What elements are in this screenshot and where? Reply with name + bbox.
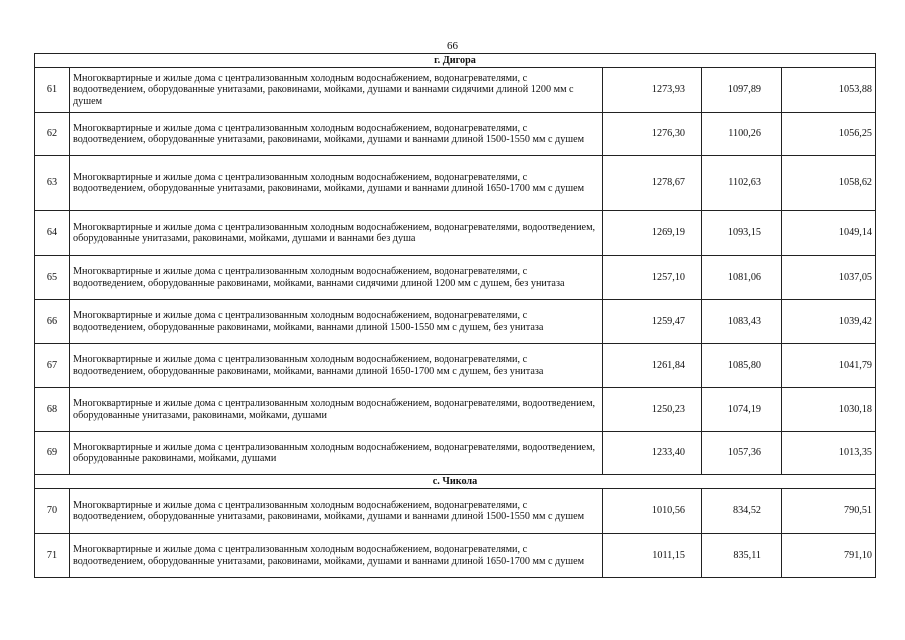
tariff-value-3: 791,10: [782, 534, 876, 578]
tariff-value-2: 1102,63: [702, 156, 782, 211]
tariff-value-2: 1057,36: [702, 432, 782, 475]
tariff-value-3: 1058,62: [782, 156, 876, 211]
row-description: Многоквартирные и жилые дома с централизованным холодным водоснабжением, водонагревателями, с водоотведением, оборудованные раковинами, мойками, ваннами длиной 1500-1550 мм с душем, без унитаза: [70, 300, 603, 344]
row-number: 69: [35, 432, 70, 475]
tariff-value-2: 1074,19: [702, 388, 782, 432]
section-header-row: [35, 475, 876, 489]
tariff-value-1: 1250,23: [603, 388, 702, 432]
tariff-value-1: 1010,56: [603, 489, 702, 534]
tariff-value-3: 1030,18: [782, 388, 876, 432]
tariff-value-3: 1037,05: [782, 256, 876, 300]
table-row: [35, 211, 876, 256]
tariff-value-2: 1100,26: [702, 113, 782, 156]
tariff-value-3: 1056,25: [782, 113, 876, 156]
row-description: Многоквартирные и жилые дома с централизованным холодным водоснабжением, водонагревателями, водоотведением, оборудованные унитазами, раковинами, мойками, душами: [70, 388, 603, 432]
tariff-value-2: 1083,43: [702, 300, 782, 344]
row-number: 66: [35, 300, 70, 344]
row-description: Многоквартирные и жилые дома с централизованным холодным водоснабжением, водонагревателями, водоотведением, оборудованные раковинами, мойками, душами: [70, 432, 603, 475]
tariff-table-body: [35, 54, 876, 578]
tariff-value-3: 1013,35: [782, 432, 876, 475]
row-number: 71: [35, 534, 70, 578]
tariff-value-1: 1278,67: [603, 156, 702, 211]
tariff-value-1: 1273,93: [603, 68, 702, 113]
row-number: 65: [35, 256, 70, 300]
row-description: Многоквартирные и жилые дома с централизованным холодным водоснабжением, водонагревателями, с водоотведением, оборудованные унитазами, раковинами, мойками, душами и ваннами длиной 1500-1550 мм с душем: [70, 113, 603, 156]
tariff-value-2: 1093,15: [702, 211, 782, 256]
table-row: [35, 432, 876, 475]
table-row: [35, 113, 876, 156]
tariff-value-2: 1085,80: [702, 344, 782, 388]
tariff-value-2: 834,52: [702, 489, 782, 534]
row-number: 67: [35, 344, 70, 388]
row-number: 70: [35, 489, 70, 534]
table-row: [35, 68, 876, 113]
tariff-value-2: 835,11: [702, 534, 782, 578]
tariff-value-3: 1049,14: [782, 211, 876, 256]
row-description: Многоквартирные и жилые дома с централизованным холодным водоснабжением, водонагревателями, водоотведением, оборудованные унитазами, раковинами, мойками, душами и ваннами без душа: [70, 211, 603, 256]
row-description: Многоквартирные и жилые дома с централизованным холодным водоснабжением, водонагревателями, с водоотведением, оборудованные раковинами, мойками, ваннами сидячими длиной 1200 мм с душем, без унитаза: [70, 256, 603, 300]
row-number: 62: [35, 113, 70, 156]
page-number: 66: [447, 40, 458, 52]
section-title: г. Дигора: [35, 54, 876, 68]
tariff-value-1: 1269,19: [603, 211, 702, 256]
row-description: Многоквартирные и жилые дома с централизованным холодным водоснабжением, водонагревателями, с водоотведением, оборудованные унитазами, раковинами, мойками, душами и ваннами сидячими длиной 1200 мм с душем: [70, 68, 603, 113]
row-description: Многоквартирные и жилые дома с централизованным холодным водоснабжением, водонагревателями, с водоотведением, оборудованные раковинами, мойками, ваннами длиной 1650-1700 мм с душем, без унитаза: [70, 344, 603, 388]
table-row: [35, 489, 876, 534]
tariff-value-1: 1259,47: [603, 300, 702, 344]
tariff-value-3: 790,51: [782, 489, 876, 534]
row-number: 63: [35, 156, 70, 211]
row-number: 61: [35, 68, 70, 113]
row-description: Многоквартирные и жилые дома с централизованным холодным водоснабжением, водонагревателями, с водоотведением, оборудованные унитазами, раковинами, мойками, душами и ваннами длиной 1500-1550 мм с душем: [70, 489, 603, 534]
tariff-value-1: 1276,30: [603, 113, 702, 156]
table-row: [35, 534, 876, 578]
section-header-row: [35, 54, 876, 68]
table-row: [35, 388, 876, 432]
section-title: с. Чикола: [35, 475, 876, 489]
row-number: 68: [35, 388, 70, 432]
tariff-table: [34, 53, 876, 578]
table-row: [35, 300, 876, 344]
tariff-value-1: 1233,40: [603, 432, 702, 475]
row-description: Многоквартирные и жилые дома с централизованным холодным водоснабжением, водонагревателями, с водоотведением, оборудованные унитазами, раковинами, мойками, душами и ваннами длиной 1650-1700 мм с душем: [70, 156, 603, 211]
tariff-value-2: 1081,06: [702, 256, 782, 300]
tariff-value-1: 1257,10: [603, 256, 702, 300]
tariff-value-3: 1039,42: [782, 300, 876, 344]
row-number: 64: [35, 211, 70, 256]
tariff-value-3: 1041,79: [782, 344, 876, 388]
tariff-value-1: 1261,84: [603, 344, 702, 388]
table-row: [35, 256, 876, 300]
table-row: [35, 344, 876, 388]
row-description: Многоквартирные и жилые дома с централизованным холодным водоснабжением, водонагревателями, с водоотведением, оборудованные унитазами, раковинами, мойками, душами и ваннами длиной 1650-1700 мм с душем: [70, 534, 603, 578]
tariff-value-2: 1097,89: [702, 68, 782, 113]
table-row: [35, 156, 876, 211]
tariff-value-1: 1011,15: [603, 534, 702, 578]
tariff-value-3: 1053,88: [782, 68, 876, 113]
